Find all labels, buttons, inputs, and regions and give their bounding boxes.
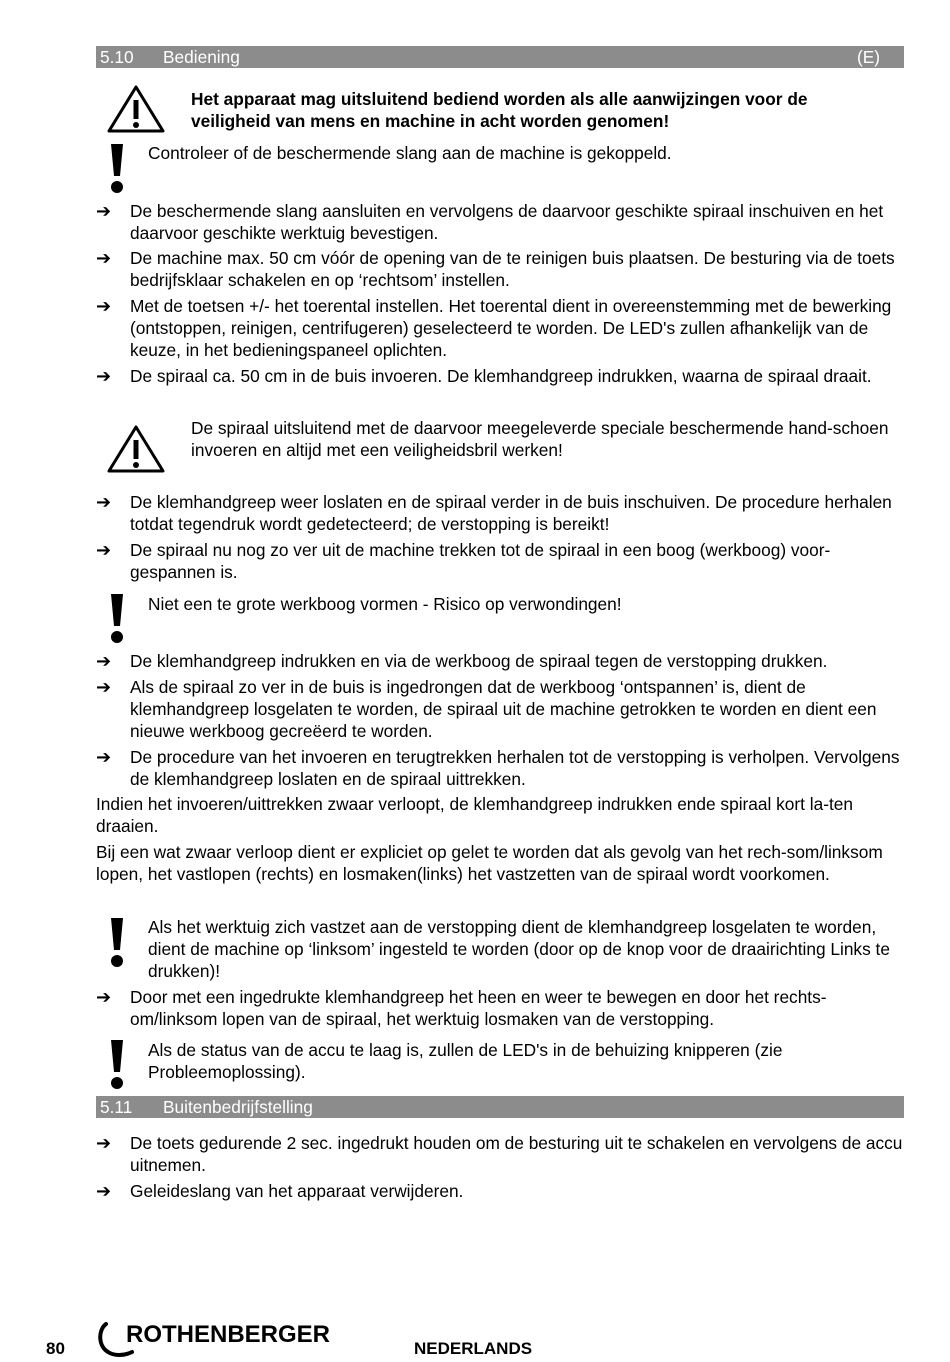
bullet-text: De spiraal nu nog zo ver uit de machine trekken tot de spiraal in een boog (werkboog) voor-gespannen is. xyxy=(130,540,831,582)
note-text-2: Niet een te grote werkboog vormen - Risico op verwondingen! xyxy=(148,594,622,614)
section-number: 5.10 xyxy=(100,47,134,67)
arrow-icon: ➔ xyxy=(96,366,112,386)
exclamation-icon xyxy=(106,916,128,968)
exclamation-icon xyxy=(106,1038,128,1090)
arrow-icon: ➔ xyxy=(96,651,112,671)
bullet-item xyxy=(96,247,904,291)
language-label: NEDERLANDS xyxy=(414,1339,533,1358)
paragraph-1: Indien het invoeren/uittrekken zwaar verloopt, de klemhandgreep indrukken ende spiraal kort la-ten draaien. xyxy=(96,794,853,836)
note-text-1: Controleer of de beschermende slang aan de machine is gekoppeld. xyxy=(148,143,672,163)
arrow-icon: ➔ xyxy=(96,540,112,560)
warning-text-1: Het apparaat mag uitsluitend bediend worden als alle aanwijzingen voor de veiligheid van mens en machine in acht worden genomen! xyxy=(191,89,808,131)
bullet-item xyxy=(96,676,904,742)
arrow-icon: ➔ xyxy=(96,747,112,767)
bullet-text: De klemhandgreep weer loslaten en de spiraal verder in de buis inschuiven. De procedure herhalen totdat tegendruk wordt gedetecteerd; de verstopping is bereikt! xyxy=(130,492,892,534)
bullet-item xyxy=(96,365,904,387)
bullet-text: De procedure van het invoeren en terugtrekken herhalen tot de verstopping is verholpen. Vervolgens de klemhandgreep loslaten en de spiraal uittrekken. xyxy=(130,747,900,789)
bullet-text: Door met een ingedrukte klemhandgreep het heen en weer te bewegen en door het rechts-om/linksom lopen van de spiraal, het werktuig losmaken van de verstopping. xyxy=(130,987,827,1029)
section-header-5-11 xyxy=(96,1096,904,1118)
section-header-5-10 xyxy=(96,46,904,68)
section-ref: (E) xyxy=(856,47,880,67)
exclamation-icon xyxy=(106,142,128,194)
arrow-icon: ➔ xyxy=(96,987,112,1007)
bullet-item xyxy=(96,295,904,361)
arrow-icon: ➔ xyxy=(96,1133,112,1153)
exclamation-icon xyxy=(106,592,128,644)
arrow-icon: ➔ xyxy=(96,492,112,512)
paragraph-2: Bij een wat zwaar verloop dient er expliciet op gelet te worden dat als gevolg van het rech-som/linksom lopen, het vastlopen (rechts) en losmaken(links) het vastzetten van de spiraal wordt voorkomen. xyxy=(96,842,883,884)
bullet-item xyxy=(96,539,904,583)
bullet-text: De beschermende slang aansluiten en vervolgens de daarvoor geschikte spiraal inschuiven en het daarvoor geschikte werktuig bevestigen. xyxy=(130,201,884,243)
arrow-icon: ➔ xyxy=(96,201,112,221)
note-text-4: Als de status van de accu te laag is, zullen de LED's in de behuizing knipperen (zie Probleemoplossing). xyxy=(148,1040,783,1082)
bullet-item xyxy=(96,200,904,244)
bullet-text: De machine max. 50 cm vóór de opening van de te reinigen buis plaatsen. De besturing via de toets bedrijfsklaar schakelen en op ‘rechtsom’ instellen. xyxy=(130,248,895,290)
bullet-text: De klemhandgreep indrukken en via de werkboog de spiraal tegen de verstopping drukken. xyxy=(130,651,828,671)
bullet-text: Met de toetsen +/- het toerental instellen. Het toerental dient in overeenstemming met de bewerking (ontstoppen, reinigen, centrifugeren) geselecteerd te worden. De LED's zullen afhankelijk van de keuze, in het bedieningspaneel oplichten. xyxy=(130,296,892,360)
bullet-item xyxy=(96,1180,904,1202)
section-title: Buitenbedrijfstelling xyxy=(163,1097,313,1117)
arrow-icon: ➔ xyxy=(96,296,112,316)
bullet-text: Geleideslang van het apparaat verwijderen. xyxy=(130,1181,464,1201)
bullet-item xyxy=(96,746,904,790)
bullet-item xyxy=(96,986,904,1030)
bullet-item xyxy=(96,650,904,672)
bullet-text: De spiraal ca. 50 cm in de buis invoeren. De klemhandgreep indrukken, waarna de spiraal draait. xyxy=(130,366,872,386)
bullet-text: De toets gedurende 2 sec. ingedrukt houden om de besturing uit te schakelen en vervolgens de accu uitnemen. xyxy=(130,1133,903,1175)
warning-text-2: De spiraal uitsluitend met de daarvoor meegeleverde speciale beschermende hand-schoen invoeren en altijd met een veiligheidsbril werken! xyxy=(191,418,889,460)
section-title: Bediening xyxy=(163,47,240,67)
bullet-item xyxy=(96,491,904,535)
note-text-3: Als het werktuig zich vastzet aan de verstopping dient de klemhandgreep losgelaten te worden, dient de machine op ‘linksom’ ingesteld te worden (door op de knop voor de draairichting Links te drukken)! xyxy=(148,917,890,981)
arrow-icon: ➔ xyxy=(96,677,112,697)
arrow-icon: ➔ xyxy=(96,248,112,268)
bullet-item xyxy=(96,1132,904,1176)
section-number: 5.11 xyxy=(100,1097,133,1117)
arrow-icon: ➔ xyxy=(96,1181,112,1201)
warning-triangle-icon xyxy=(106,84,166,134)
warning-triangle-icon xyxy=(106,424,166,474)
brand-name: ROTHENBERGER xyxy=(126,1321,331,1348)
rothenberger-logo xyxy=(96,1318,346,1358)
bullet-text: Als de spiraal zo ver in de buis is ingedrongen dat de werkboog ‘ontspannen’ is, dient de klemhandgreep losgelaten te worden, de spiraal uit de machine getrokken te worden en dient een nieuwe werkboog gecreëerd te worden. xyxy=(130,677,877,741)
page-number: 80 xyxy=(46,1339,65,1358)
